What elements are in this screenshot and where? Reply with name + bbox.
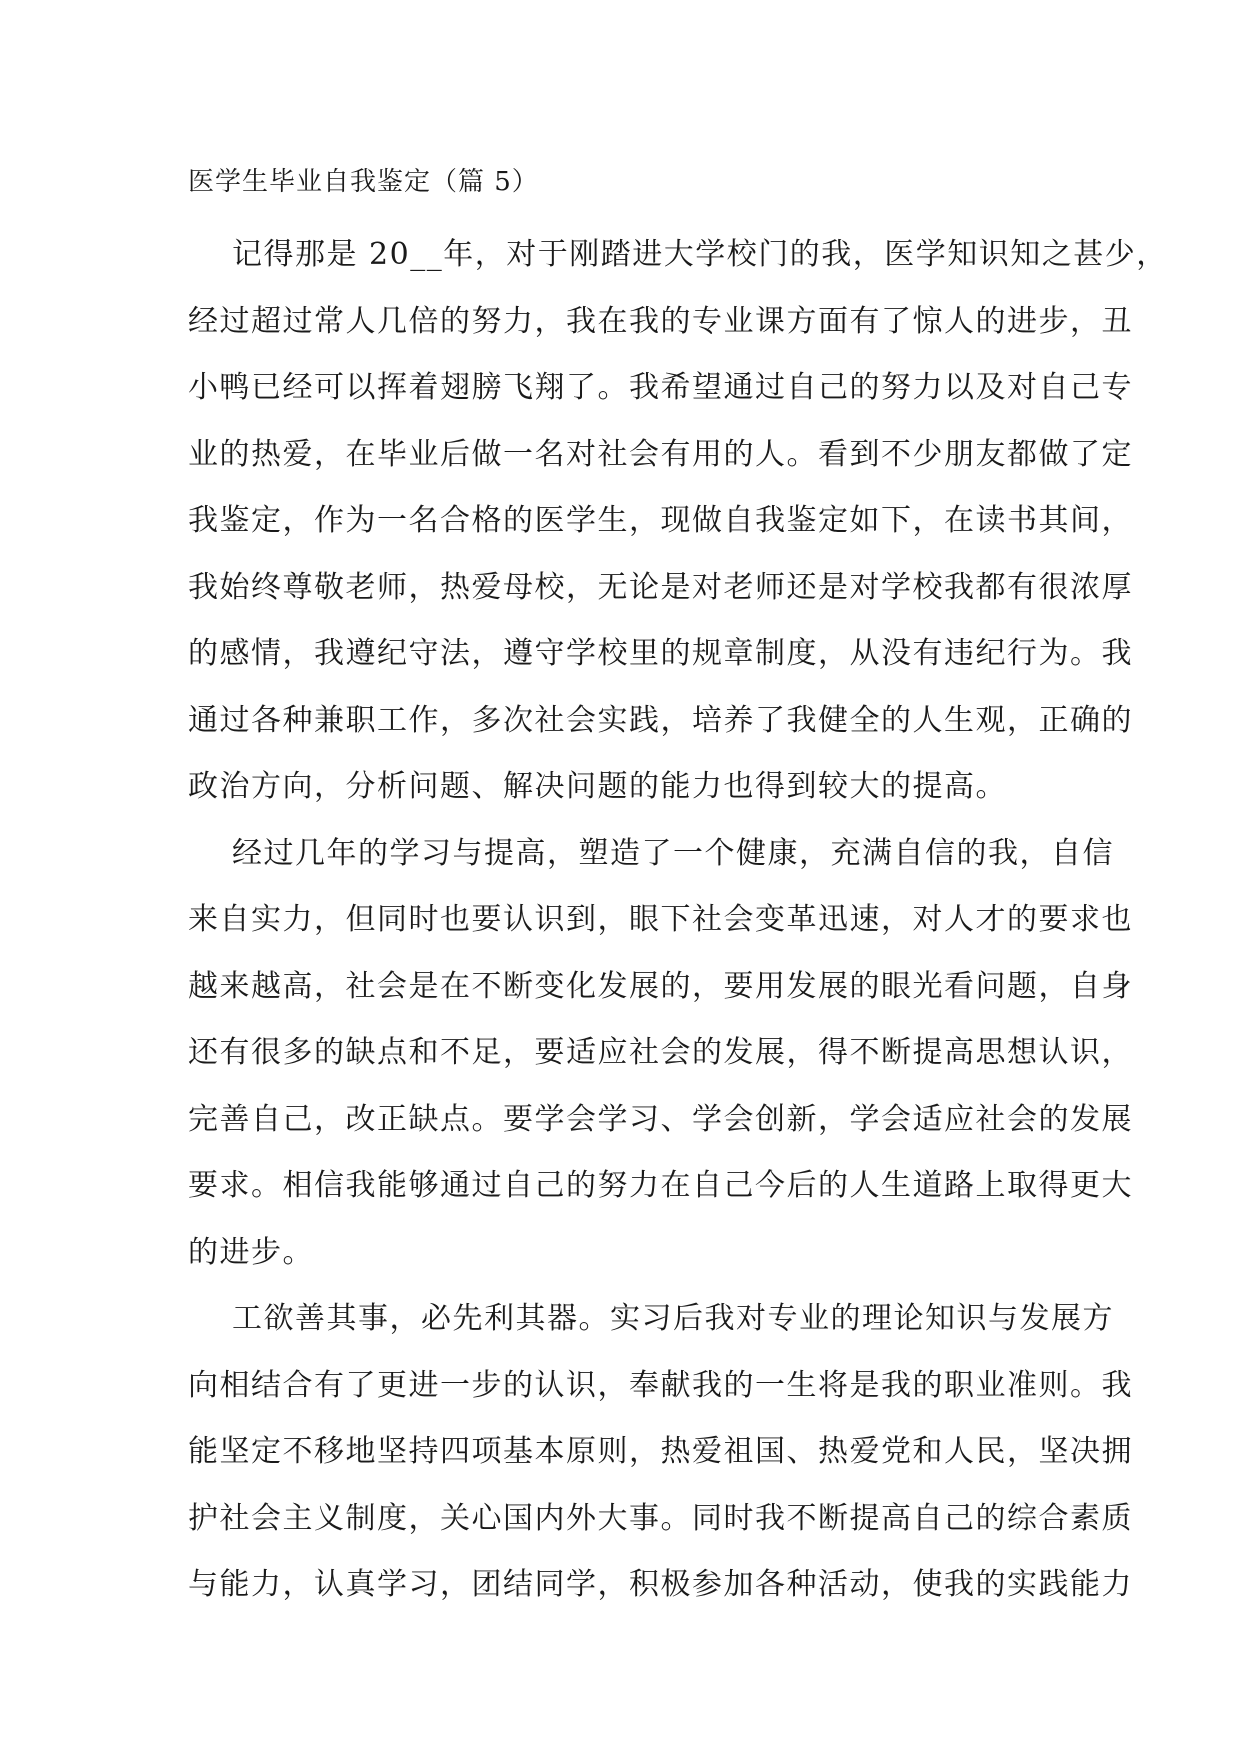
body-text-line: 护社会主义制度，关心国内外大事。同时我不断提高自己的综合素质: [188, 1500, 1133, 1536]
body-text-line: 向相结合有了更进一步的认识，奉献我的一生将是我的职业准则。我: [188, 1367, 1133, 1403]
body-text-line: 还有很多的缺点和不足，要适应社会的发展，得不断提高思想认识，: [188, 1035, 1133, 1070]
body-text-line: 完善自己，改正缺点。要学会学习、学会创新，学会适应社会的发展: [188, 1101, 1133, 1137]
body-text-line: 我鉴定，作为一名合格的医学生，现做自我鉴定如下，在读书其间，: [188, 503, 1133, 538]
document-page: [188, 160, 1168, 1619]
body-text-line: 我始终尊敬老师，热爱母校，无论是对老师还是对学校我都有很浓厚: [188, 569, 1133, 605]
body-text-line: 与能力，认真学习，团结同学，积极参加各种活动，使我的实践能力: [188, 1567, 1133, 1602]
body-text-line: 来自实力，但同时也要认识到，眼下社会变革迅速，对人才的要求也: [188, 902, 1133, 937]
body-text-line: 工欲善其事，必先利其器。实习后我对专业的理论知识与发展方: [232, 1301, 1114, 1336]
body-text-line: 业的热爱，在毕业后做一名对社会有用的人。看到不少朋友都做了定: [188, 436, 1133, 472]
body-text-line: 经过超过常人几倍的努力，我在我的专业课方面有了惊人的进步，丑: [188, 303, 1133, 339]
document-body: [188, 222, 1168, 1619]
document-title: 医学生毕业自我鉴定（篇 5）: [188, 167, 539, 197]
body-text-line: 记得那是 20__年，对于刚踏进大学校门的我，医学知识知之甚少，: [232, 237, 1168, 272]
body-text-line: 要求。相信我能够通过自己的努力在自己今后的人生道路上取得更大: [188, 1168, 1133, 1203]
body-text-line: 小鸭已经可以挥着翅膀飞翔了。我希望通过自己的努力以及对自己专: [188, 370, 1133, 405]
body-text-line: 能坚定不移地坚持四项基本原则，热爱祖国、热爱党和人民，坚决拥: [188, 1434, 1133, 1469]
body-text-line: 的进步。: [188, 1234, 314, 1270]
body-text-line: 的感情，我遵纪守法，遵守学校里的规章制度，从没有违纪行为。我: [188, 636, 1133, 671]
body-text-line: 通过各种兼职工作，多次社会实践，培养了我健全的人生观，正确的: [188, 702, 1133, 738]
body-text-line: 政治方向，分析问题、解决问题的能力也得到较大的提高。: [188, 769, 1007, 804]
body-text-line: 越来越高，社会是在不断变化发展的，要用发展的眼光看问题，自身: [188, 968, 1133, 1004]
body-text-line: 经过几年的学习与提高，塑造了一个健康，充满自信的我，自信: [232, 835, 1114, 871]
